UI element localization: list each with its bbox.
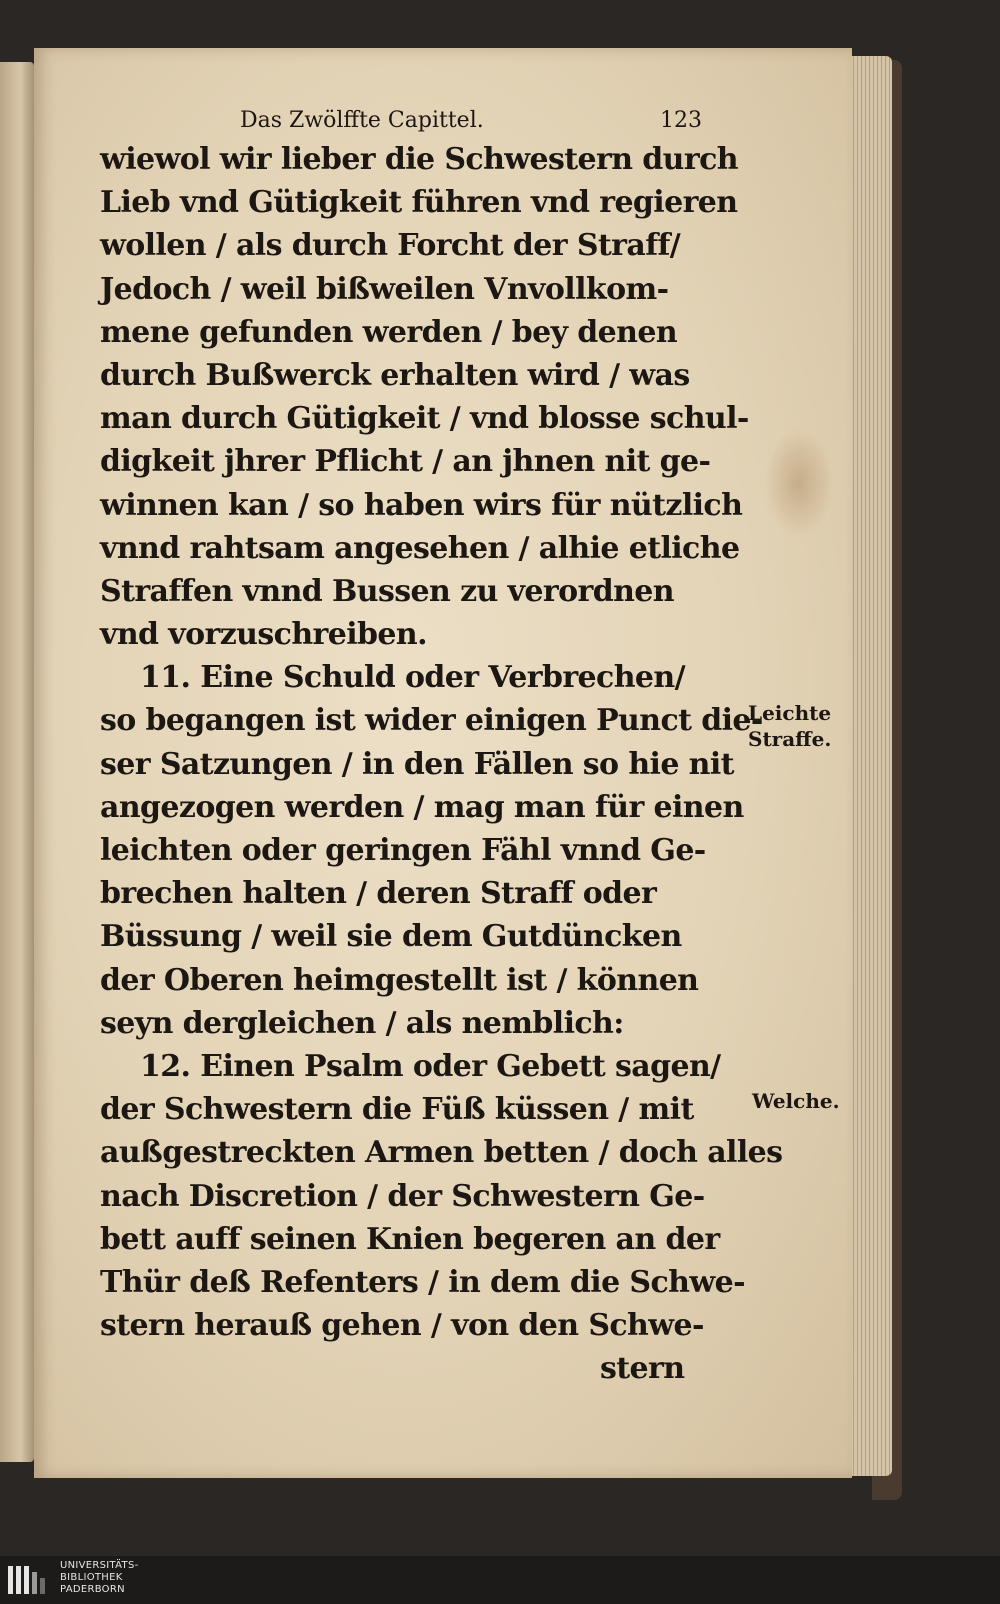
page-header [100,104,740,138]
text-line: der Oberen heimgestellt ist / können [100,962,699,998]
margin-note-leichte-straffe [748,700,831,752]
text-line: Büssung / weil sie dem Gutdüncken [100,919,682,955]
paragraph-12-start: 12. Einen Psalm oder Gebett sagen/ [140,1048,721,1084]
text-line: außgestreckten Armen betten / doch alles [100,1135,783,1171]
library-name-line: PADERBORN [60,1584,125,1595]
text-line: man durch Gütigkeit / vnd blosse schul- [100,401,749,437]
paragraph-11-start: 11. Eine Schuld oder Verbrechen/ [140,660,685,696]
text-line: der Schwestern die Füß küssen / mit [100,1092,694,1128]
text-line: Thür deß Refenters / in dem die Schwe- [100,1264,745,1300]
text-line: ser Satzungen / in den Fällen so hie nit [100,746,734,782]
left-page-edge [0,62,34,1462]
page-text-block [100,104,783,1390]
text-line: Jedoch / weil bißweilen Vnvollkom- [100,271,669,307]
text-line: nach Discretion / der Schwestern Ge- [100,1178,705,1214]
text-line: angezogen werden / mag man für einen [100,789,744,825]
text-line: wollen / als durch Forcht der Straff/ [100,228,681,264]
text-line: seyn dergleichen / als nemblich: [100,1005,624,1041]
margin-note-welche: Welche. [752,1089,840,1113]
text-line: leichten oder geringen Fähl vnnd Ge- [100,833,706,868]
library-logo-icon [6,1562,50,1598]
library-name-line: UNIVERSITÄTS- [60,1560,139,1571]
book-page [34,48,852,1478]
paper-stain [764,428,834,538]
text-line: vnd vorzuschreiben. [100,617,427,653]
text-line: Lieb vnd Gütigkeit führen vnd regieren [100,185,738,221]
text-line: winnen kan / so haben wirs für nützlich [100,487,743,523]
library-name-line: BIBLIOTHEK [60,1572,123,1583]
text-line: wiewol wir lieber die Schwestern durch [100,142,738,177]
library-name [60,1560,139,1596]
text-line: so begangen ist wider einigen Punct die- [100,703,763,739]
text-line: brechen halten / deren Straff oder [100,876,657,912]
text-line: stern herauß gehen / von den Schwe- [100,1308,704,1344]
text-line: digkeit jhrer Pflicht / an jhnen nit ge- [100,444,711,480]
catchword: stern [600,1351,685,1387]
running-title: Das Zwölffte Capittel. [240,108,484,133]
text-line: mene gefunden werden / bey denen [100,314,678,350]
text-line: bett auff seinen Knien begeren an der [100,1221,720,1257]
text-line: Straffen vnnd Bussen zu verordnen [100,573,675,609]
library-footer [0,1556,1000,1604]
page-number: 123 [660,108,702,133]
margin-note-line: Leichte [748,701,832,725]
text-line: vnnd rahtsam angesehen / alhie etliche [100,530,740,566]
margin-note-line: Straffe. [748,727,832,751]
text-line: durch Bußwerck erhalten wird / was [100,357,690,393]
